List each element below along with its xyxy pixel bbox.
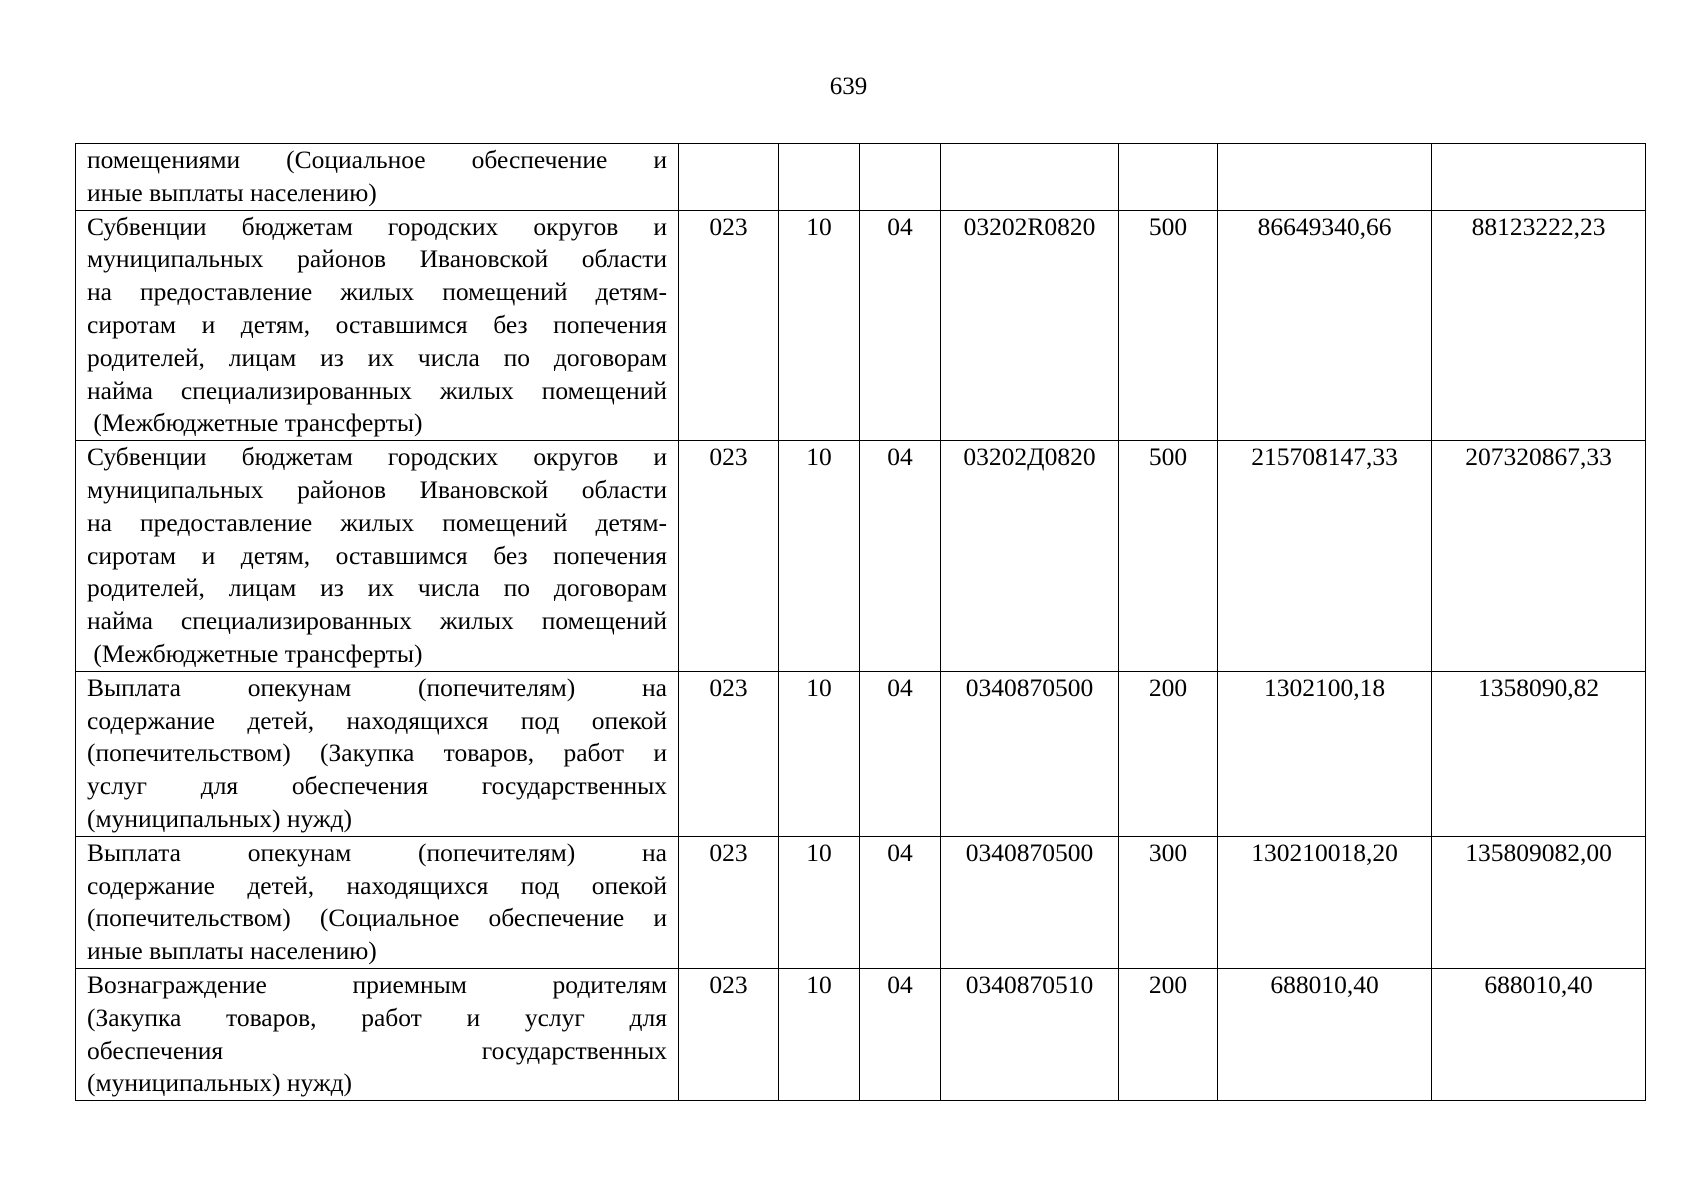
description-line: Вознаграждение приемным родителям <box>87 969 667 999</box>
table-row <box>76 968 1646 1100</box>
row-description <box>76 671 679 836</box>
cell-rz: 10 <box>779 836 860 968</box>
cell-rz: 10 <box>779 968 860 1100</box>
description-line: Выплата опекунам (попечителям) на <box>87 837 667 867</box>
cell-csr: 0340870500 <box>941 836 1119 968</box>
description-line: сиротам и детям, оставшимся без попечения <box>87 540 667 570</box>
cell-pr: 04 <box>860 836 941 968</box>
table-row <box>76 671 1646 836</box>
cell-sum-year2: 88123222,23 <box>1432 210 1646 441</box>
cell-pr: 04 <box>860 441 941 672</box>
description-line: (Закупка товаров, работ и услуг для <box>87 1002 667 1032</box>
table-body <box>76 144 1646 1101</box>
cell-pr: 04 <box>860 210 941 441</box>
cell-sum-year1: 130210018,20 <box>1218 836 1432 968</box>
cell-csr: 0340870510 <box>941 968 1119 1100</box>
row-description <box>76 144 679 211</box>
description-line: муниципальных районов Ивановской области <box>87 474 667 504</box>
cell-sum-year2: 688010,40 <box>1432 968 1646 1100</box>
cell-rz: 10 <box>779 210 860 441</box>
cell-gr: 023 <box>679 671 779 836</box>
description-line: содержание детей, находящихся под опекой <box>87 870 667 900</box>
cell-vr: 500 <box>1119 210 1218 441</box>
cell-sum-year2: 1358090,82 <box>1432 671 1646 836</box>
description-line: содержание детей, находящихся под опекой <box>87 705 667 735</box>
description-line: родителей, лицам из их числа по договорам <box>87 342 667 372</box>
cell-vr <box>1119 144 1218 211</box>
row-description <box>76 968 679 1100</box>
row-description <box>76 210 679 441</box>
cell-vr: 200 <box>1119 968 1218 1100</box>
description-line: (муниципальных) нужд) <box>87 1068 353 1098</box>
budget-allocation-table <box>75 143 1646 1101</box>
row-description <box>76 441 679 672</box>
cell-gr: 023 <box>679 210 779 441</box>
cell-sum-year1: 86649340,66 <box>1218 210 1432 441</box>
description-line: Субвенции бюджетам городских округов и <box>87 442 667 472</box>
description-line: (Межбюджетные трансферты) <box>87 408 423 438</box>
cell-gr: 023 <box>679 968 779 1100</box>
cell-sum-year2: 135809082,00 <box>1432 836 1646 968</box>
cell-csr <box>941 144 1119 211</box>
cell-sum-year2: 207320867,33 <box>1432 441 1646 672</box>
page-number: 639 <box>829 73 868 100</box>
cell-pr: 04 <box>860 671 941 836</box>
description-line: помещениями (Социальное обеспечение и <box>87 145 667 174</box>
description-line: сиротам и детям, оставшимся без попечения <box>87 309 667 339</box>
description-line: на предоставление жилых помещений детям- <box>87 277 667 307</box>
table-row <box>76 836 1646 968</box>
description-line: найма специализированных жилых помещений <box>87 375 667 405</box>
row-description <box>76 836 679 968</box>
description-line: (попечительством) (Закупка товаров, работ и <box>87 738 667 768</box>
description-line: обеспечения государственных <box>87 1035 667 1065</box>
cell-csr: 03202R0820 <box>941 210 1119 441</box>
description-line: (муниципальных) нужд) <box>87 803 353 833</box>
description-line: муниципальных районов Ивановской области <box>87 244 667 274</box>
cell-sum-year1 <box>1218 144 1432 211</box>
cell-sum-year1: 688010,40 <box>1218 968 1432 1100</box>
cell-csr: 03202Д0820 <box>941 441 1119 672</box>
cell-pr: 04 <box>860 968 941 1100</box>
description-line: услуг для обеспечения государственных <box>87 771 667 801</box>
cell-sum-year1: 1302100,18 <box>1218 671 1432 836</box>
table-row <box>76 144 1646 211</box>
cell-csr: 0340870500 <box>941 671 1119 836</box>
cell-rz: 10 <box>779 441 860 672</box>
cell-rz: 10 <box>779 671 860 836</box>
description-line: иные выплаты населению) <box>87 177 377 207</box>
cell-pr <box>860 144 941 211</box>
description-line: (Межбюджетные трансферты) <box>87 638 423 668</box>
cell-rz <box>779 144 860 211</box>
description-line: (попечительством) (Социальное обеспечение и <box>87 903 667 933</box>
cell-vr: 200 <box>1119 671 1218 836</box>
cell-sum-year1: 215708147,33 <box>1218 441 1432 672</box>
description-line: на предоставление жилых помещений детям- <box>87 507 667 537</box>
description-line: Выплата опекунам (попечителям) на <box>87 672 667 702</box>
description-line: Субвенции бюджетам городских округов и <box>87 211 667 241</box>
description-line: иные выплаты населению) <box>87 936 377 966</box>
cell-gr: 023 <box>679 836 779 968</box>
table-row <box>76 441 1646 672</box>
table-row <box>76 210 1646 441</box>
cell-vr: 500 <box>1119 441 1218 672</box>
description-line: родителей, лицам из их числа по договорам <box>87 573 667 603</box>
cell-sum-year2 <box>1432 144 1646 211</box>
description-line: найма специализированных жилых помещений <box>87 606 667 636</box>
cell-gr: 023 <box>679 441 779 672</box>
cell-gr <box>679 144 779 211</box>
cell-vr: 300 <box>1119 836 1218 968</box>
